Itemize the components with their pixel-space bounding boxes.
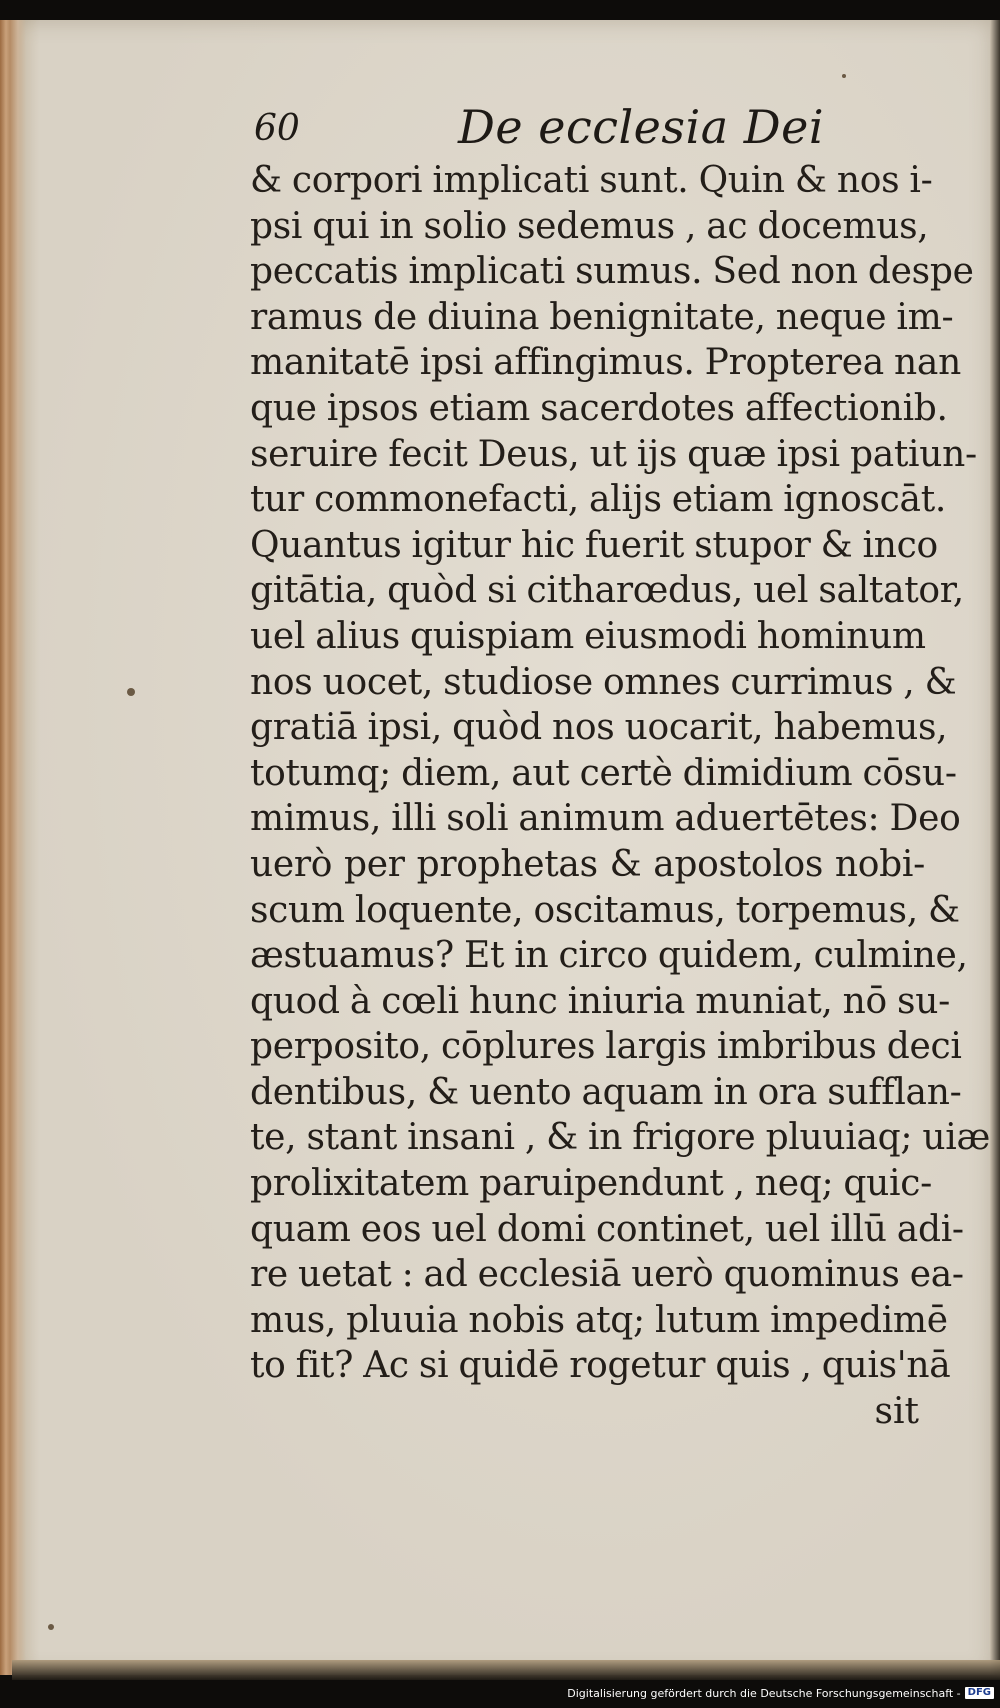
text-line: tur commonefacti, alijs etiam ignoscāt. [250,479,947,521]
digitization-credit [567,1686,994,1700]
dfg-logo: DFG [965,1687,994,1699]
credit-text: Digitalisierung gefördert durch die Deutsche Forschungsgemeinschaft - [567,1686,961,1700]
text-line: uerò per prophetas & apostolos nobi- [250,843,925,885]
paper-speck [842,74,846,78]
text-line: Quantus igitur hic fuerit stupor & inco [250,524,938,566]
body-text [250,158,991,1435]
text-line: te, stant insani , & in frigore pluuiaq; uiæ [250,1117,991,1159]
text-line: seruire fecit Deus, ut ijs quæ ipsi patiun- [250,433,977,475]
text-line: mimus, illi soli animum aduertētes: Deo [250,798,961,840]
text-line: nos uocet, studiose omnes currimus , & [250,661,957,703]
text-line: totumq; diem, aut certè dimidium cōsu- [250,752,957,794]
text-line: mus, pluuia nobis atq; lutum impedimē [250,1299,948,1341]
text-line: manitatē ipsi affingimus. Propterea nan [250,342,961,384]
text-line: prolixitatem paruipendunt , neq; quic- [250,1163,932,1205]
text-line: uel alius quispiam eiusmodi hominum [250,615,926,657]
paper-speck [48,1624,54,1630]
text-line: quam eos uel domi continet, uel illū adi- [250,1208,964,1250]
page-right-edge [990,20,1000,1675]
running-head [250,100,825,156]
text-line: to fit? Ac si quidē rogetur quis , quis'nā [250,1345,951,1387]
text-line: ramus de diuina benignitate, neque im- [250,296,954,338]
text-line: & corpori implicati sunt. Quin & nos i- [250,160,933,201]
text-line: gratiā ipsi, quòd nos uocarit, habemus, [250,707,948,749]
paper-speck [127,688,135,696]
text-line: quod à cœli hunc iniuria muniat, nō su- [250,980,950,1022]
page-binding-edge [0,20,26,1675]
text-line: que ipsos etiam sacerdotes affectionib. [250,387,948,429]
text-line: æstuamus? Et in circo quidem, culmine, [250,935,968,977]
text-line: perposito, cōplures largis imbribus deci [250,1026,962,1068]
text-line: peccatis implicati sumus. Sed non despe [250,251,974,293]
text-line: re uetat : ad ecclesiā uerò quominus ea- [250,1254,964,1296]
page-number: 60 [254,108,300,149]
text-line: scum loquente, oscitamus, torpemus, & [250,889,960,931]
text-line: gitātia, quòd si citharœdus, uel saltator, [250,570,964,612]
running-title: De ecclesia Dei [458,100,825,154]
catchword: sit [874,1391,919,1433]
page-bottom-edge [12,1660,1000,1680]
text-line: psi qui in solio sedemus , ac docemus, [250,205,929,247]
text-line: dentibus, & uento aquam in ora sufflan- [250,1071,962,1113]
